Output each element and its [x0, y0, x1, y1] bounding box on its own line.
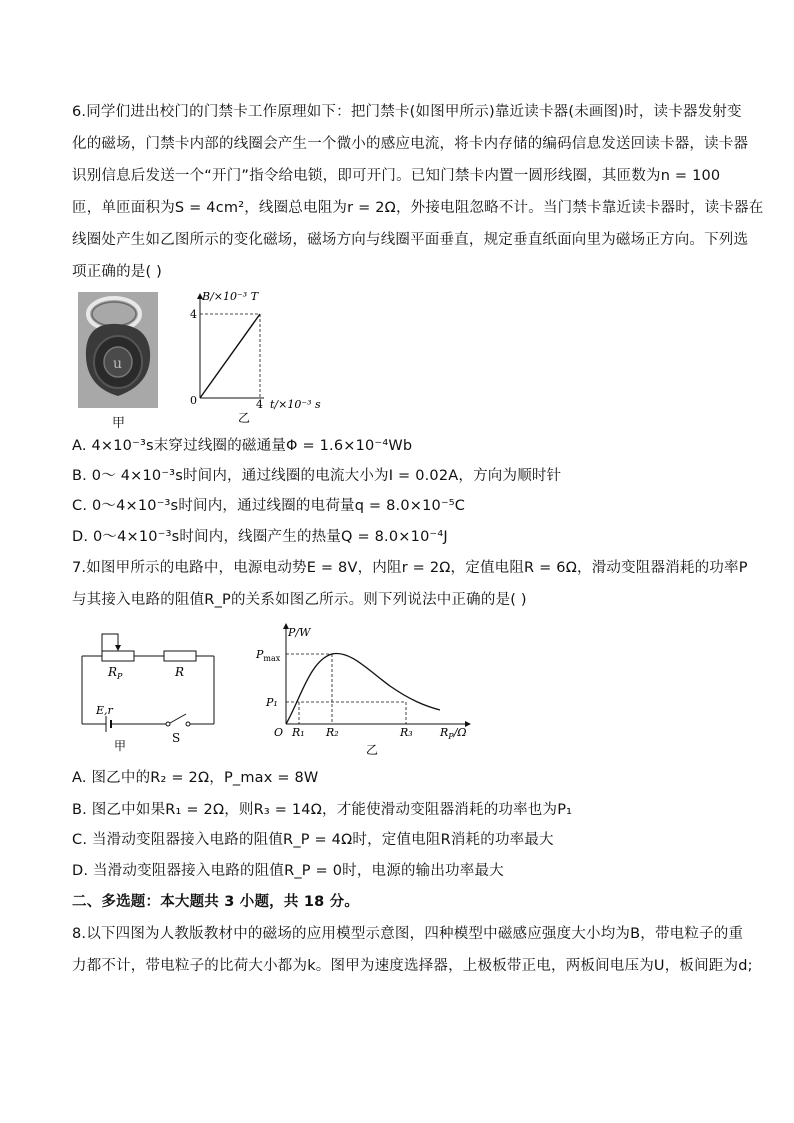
bt-y-tick: 4: [190, 308, 197, 321]
circuit-diagram: [74, 626, 234, 754]
source-label: E,r: [96, 704, 113, 717]
switch-arm: [170, 714, 186, 723]
p-rp-caption: 乙: [366, 743, 379, 757]
q6-option-a: A. 4×10⁻³s末穿过线圈的磁通量Φ = 1.6×10⁻⁴Wb: [72, 438, 413, 454]
rp-label: $R_P$: [108, 665, 123, 681]
q6-line-1: 6.同学们进出校门的门禁卡工作原理如下：把门禁卡(如图甲所示)靠近读卡器(未画图)时，读卡器发射变: [72, 104, 742, 120]
q6-option-c: C. 0～4×10⁻³s时间内，通过线圈的电荷量q = 8.0×10⁻⁵C: [72, 498, 466, 514]
p-axis-label: P/W: [288, 626, 311, 639]
p-rp-curve: [286, 653, 440, 724]
q6-line-5: 线圈处产生如乙图所示的变化磁场，磁场方向与线圈平面垂直，规定垂直纸面向里为磁场正方向。下列选: [72, 232, 749, 248]
bt-y-label: B/×10⁻³ T: [202, 290, 259, 303]
fig-jia-caption: 甲: [112, 416, 126, 431]
switch-contact-right: [186, 722, 190, 726]
r-label: R: [175, 665, 185, 679]
q7-option-c: C. 当滑动变阻器接入电路的阻值R_P = 4Ω时，定值电阻R消耗的功率最大: [72, 832, 554, 848]
svg-text:u: u: [113, 356, 123, 372]
b-t-graph: [186, 286, 336, 426]
bt-x-label: t/×10⁻³ s: [270, 398, 321, 411]
q7-option-b: B. 图乙中如果R₁ = 2Ω，则R₃ = 14Ω，才能使滑动变阻器消耗的功率也为P₁: [72, 802, 573, 818]
switch-label: S: [172, 731, 181, 745]
pmax-label: $P_{max}$: [256, 648, 281, 663]
q7-line-1: 7.如图甲所示的电路中，电源电动势E = 8V，内阻r = 2Ω，定值电阻R = 6Ω，滑动变阻器消耗的功率P: [72, 560, 748, 576]
r1-label: R₁: [292, 726, 305, 739]
q7-option-d: D. 当滑动变阻器接入电路的阻值R_P = 0时，电源的输出功率最大: [72, 863, 504, 879]
bt-origin: 0: [190, 394, 197, 407]
r2-label: R₂: [326, 726, 339, 739]
q6-option-d: D. 0～4×10⁻³s时间内，线圈产生的热量Q = 8.0×10⁻⁴J: [72, 529, 448, 545]
p-rp-graph: [250, 620, 480, 762]
p1-label: P₁: [266, 696, 278, 709]
q7-option-a: A. 图乙中的R₂ = 2Ω，P_max = 8W: [72, 770, 319, 786]
bt-caption: 乙: [238, 411, 251, 425]
bt-series-line: [200, 314, 260, 398]
q6-line-2: 化的磁场，门禁卡内部的线圈会产生一个微小的感应电流，将卡内存储的编码信息发送回读卡器，读卡器: [72, 136, 749, 152]
switch-contact-left: [166, 722, 170, 726]
section-multiple-choice-header: 二、多选题：本大题共 3 小题，共 18 分。: [72, 894, 360, 910]
origin-label: O: [274, 726, 284, 739]
q6-line-6: 项正确的是( ): [72, 264, 163, 280]
rp-axis-label: $R_P/\Omega$: [440, 726, 467, 741]
q6-line-4: 匝，单匝面积为S = 4cm²，线圈总电阻为r = 2Ω，外接电阻忽略不计。当门禁卡靠近读卡器时，读卡器在: [72, 200, 764, 216]
q6-line-3: 识别信息后发送一个“开门”指令给电锁，即可开门。已知门禁卡内置一圆形线圈，其匝数为n = 100: [72, 168, 721, 184]
q8-line-1: 8.以下四图为人教版教材中的磁场的应用模型示意图，四种模型中磁感应强度大小均为B，带电粒子的重: [72, 926, 744, 942]
q8-line-2: 力都不计，带电粒子的比荷大小都为k。图甲为速度选择器，上极板带正电，两板间电压为U，板间距为d;: [72, 958, 753, 974]
resistor-r: [164, 651, 196, 661]
keycard-photo: [78, 292, 158, 408]
bt-x-tick: 4: [256, 398, 263, 411]
rheostat-rp: [102, 651, 134, 661]
q6-option-b: B. 0～ 4×10⁻³s时间内，通过线圈的电流大小为I = 0.02A，方向为顺时针: [72, 468, 562, 484]
r3-label: R₃: [400, 726, 413, 739]
q7-line-2: 与其接入电路的阻值R_P的关系如图乙所示。则下列说法中正确的是( ): [72, 592, 527, 608]
circuit-caption: 甲: [114, 739, 127, 753]
